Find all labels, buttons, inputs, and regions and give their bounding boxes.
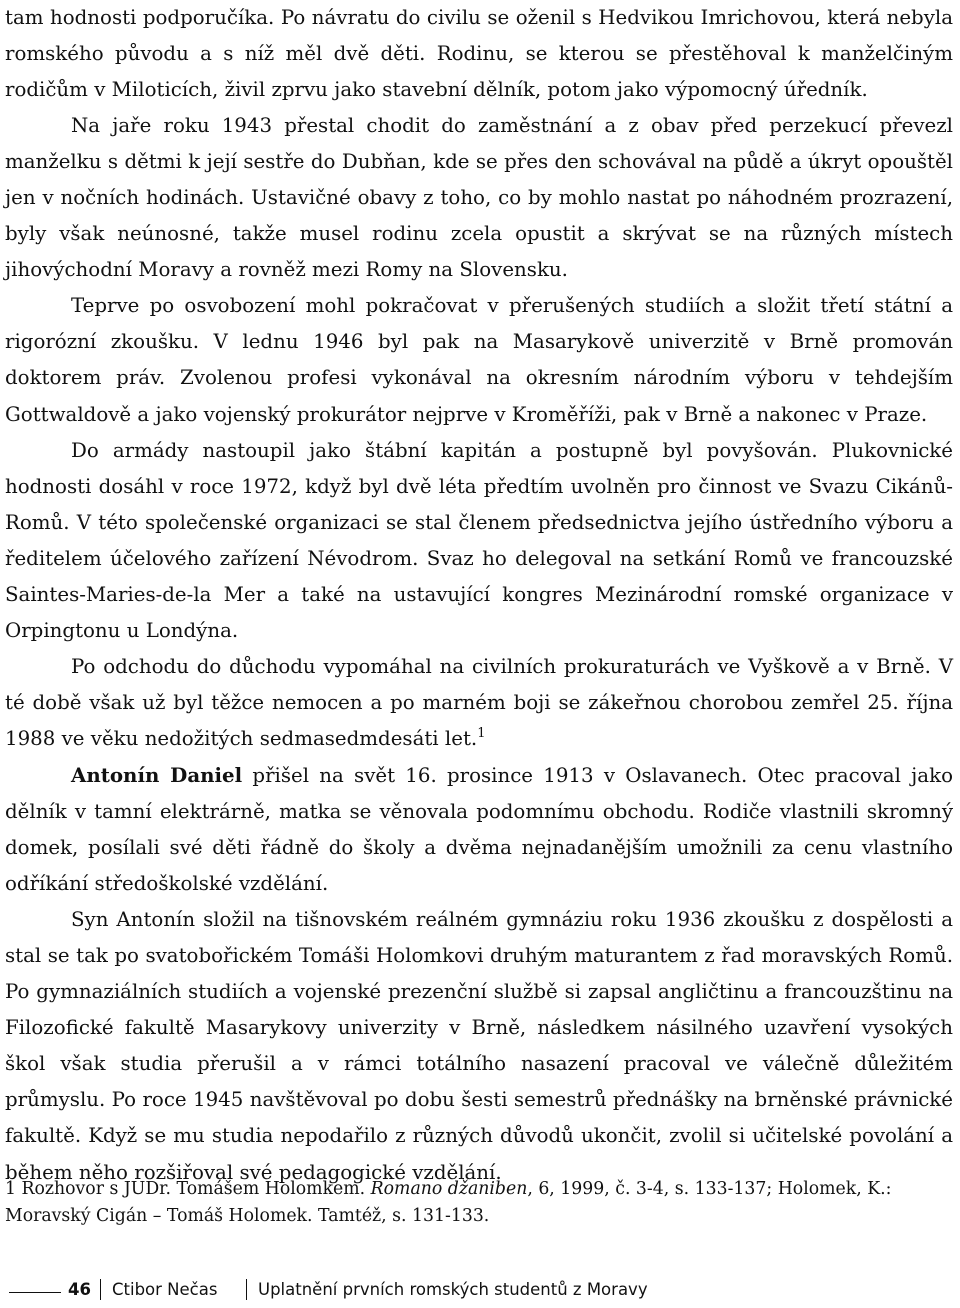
footer-rule (9, 1292, 61, 1293)
footer-separator (246, 1279, 247, 1300)
footnote-after: , 6, 1999, č. 3-4, s. 133-137; Holomek, K.: Moravský Cigán – Tomáš Holomek. Tamtéž, s. 131-133. (5, 1179, 892, 1226)
footer-author: Ctibor Nečas (112, 1280, 218, 1299)
paragraph-7: Syn Antonín složil na tišnovském reálném gymnáziu roku 1936 zkoušku z dospělosti a stal se tak po svatobořickém Tomáši Holomkovi druhým maturantem z řad moravských Romů. Po gymnaziálních studiích a vojenské prezenční službě si zapsal angličtinu a francouzštinu na Filozofické fakultě Masarykovy univerzity v Brně, následkem násilného uzavření vysokých škol však studia přerušil a v rámci totálního nasazení pracoval ve válečně důležitém průmyslu. Po roce 1945 navštěvoval po dobu šesti semestrů přednášky na brněnské právnické fakultě. Když se mu studia nepodařilo z různých důvodů ukončit, zvolil si učitelské povolání a během něho rozšiřoval své pedagogické vzdělání. (5, 908, 953, 1184)
paragraph-5-text: Po odchodu do důchodu vypomáhal na civilních prokuraturách ve Vyškově a v Brně. V té době však už byl těžce nemocen a po marném boji se zákeřnou chorobou zemřel 25. října 1988 ve věku nedožitých sedmasedmdesáti let. (5, 654, 953, 750)
footnote-journal-title: Romano džaniben (370, 1179, 528, 1199)
footnote-before: 1 Rozhovor s JUDr. Tomášem Holomkem. (5, 1179, 371, 1199)
page-footer (0, 1278, 960, 1308)
paragraph-1: tam hodnosti podporučíka. Po návratu do civilu se oženil s Hedvikou Imrichovou, která nebyla romského původu a s níž měl dvě děti. Rodinu, se kterou se přestěhoval k manželčiným rodičům v Miloticích, živil zprvu jako stavební dělník, potom jako výpomocný úředník. (5, 6, 953, 102)
paragraph-4: Do armády nastoupil jako štábní kapitán a postupně byl povyšován. Plukovnické hodnosti dosáhl v roce 1972, když byl dvě léta předtím uvolněn pro činnost ve Svazu Cikánů-Romů. V této společenské organizaci se stal členem předsednictva jejího ústředního výboru a ředitelem účelového zařízení Névodrom. Svaz ho delegoval na setkání Romů ve francouzské Saintes-Maries-de-la Mer a také na ustavující kongres Mezinárodní romské organizace v Orpingtonu u Londýna. (5, 438, 953, 642)
paragraph-2: Na jaře roku 1943 přestal chodit do zaměstnání a z obav před perzekucí převezl manželku s dětmi k její sestře do Dubňan, kde se přes den schovával na půdě a úkryt opouštěl jen v nočních hodinách. Ustavičné obavy z toho, co by mohlo nastat po náhodném prozrazení, byly však neúnosné, takže musel rodinu zcela opustit a skrývat se na různých místech jihovýchodní Moravy a rovněž mezi Romy na Slovensku. (5, 114, 953, 282)
paragraph-5 (5, 649, 953, 757)
paragraph-6 (5, 757, 953, 902)
footnote (5, 1176, 955, 1230)
footnote-text (5, 1176, 955, 1230)
footnote-reference[interactable]: 1 (477, 725, 486, 741)
footer-title: Uplatnění prvních romských studentů z Moravy (258, 1280, 648, 1299)
page-number: 46 (68, 1280, 91, 1299)
paragraph-6-text: přišel na svět 16. prosince 1913 v Oslavanech. Otec pracoval jako dělník v tamní elektrárně, matka se věnovala podomnímu obchodu. Rodiče vlastnili skromný domek, posílali své děti řádně do školy a dvěma nejnadanějším umožnili za cenu vlastního odříkání středoškolské vzdělání. (5, 763, 953, 896)
person-name: Antonín Daniel (71, 762, 243, 787)
paragraph-3: Teprve po osvobození mohl pokračovat v přerušených studiích a složit třetí státní a rigorózní zkoušku. V lednu 1946 byl pak na Masarykově univerzitě v Brně promován doktorem práv. Zvolenou profesi vykonával na okresním národním výboru v tehdejším Gottwaldově a jako vojenský prokurátor nejprve v Kroměříži, pak v Brně a nakonec v Praze. (5, 294, 953, 426)
footer-separator (100, 1279, 101, 1300)
page-body (5, 0, 953, 1191)
